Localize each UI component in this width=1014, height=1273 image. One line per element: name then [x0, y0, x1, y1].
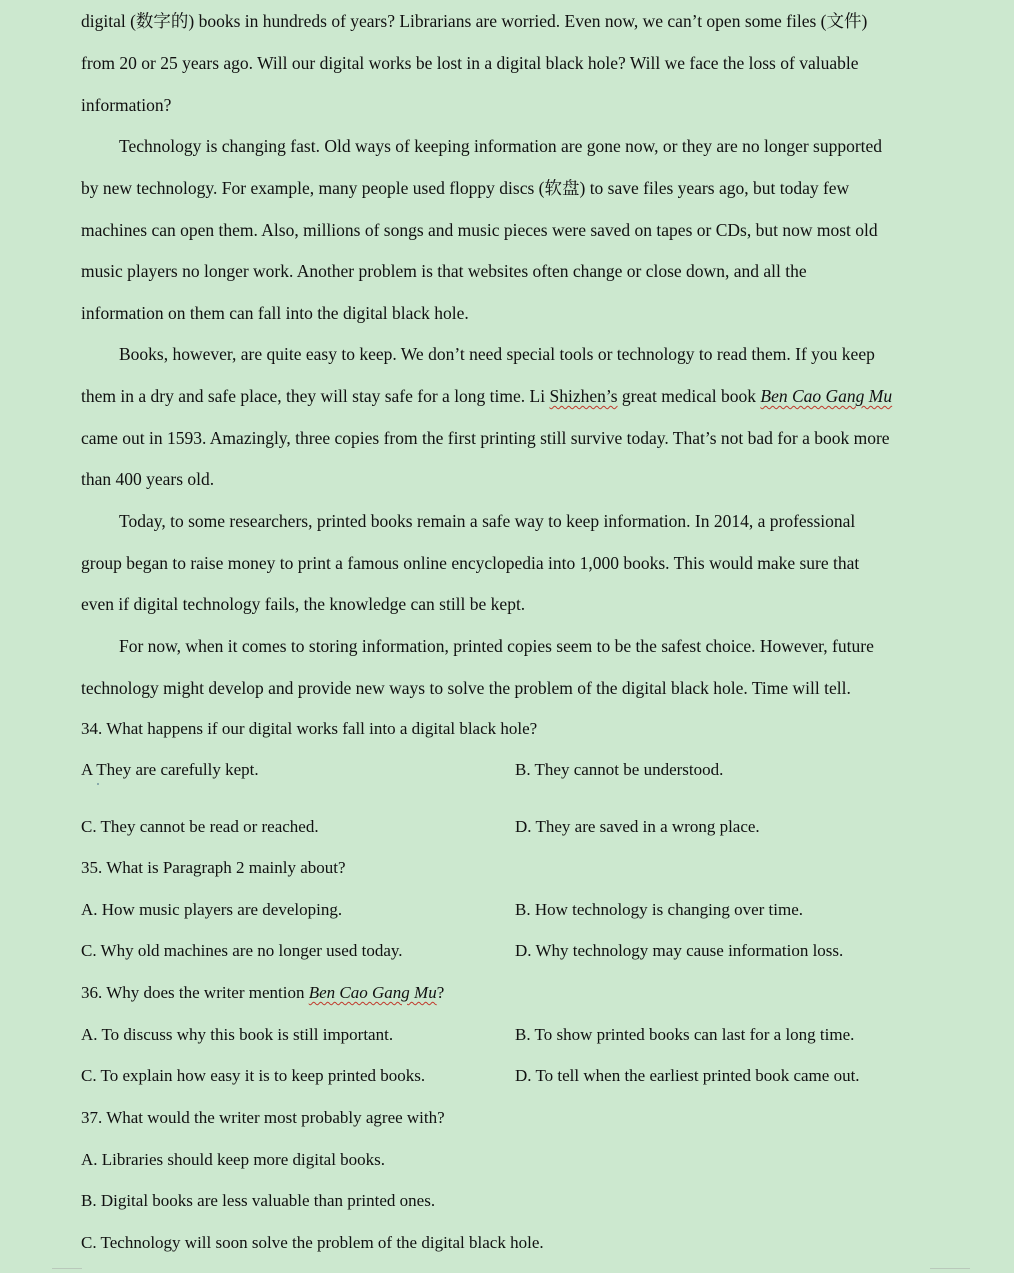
paragraph-2-line-2: by new technology. For example, many people used floppy discs (软盘) to save files years ago, but today few	[81, 178, 850, 198]
q36-stem-text: 36. Why does the writer mention	[81, 983, 309, 1002]
paragraph-3-line-2	[81, 385, 954, 407]
paragraph-1-line-3: information?	[81, 95, 172, 115]
paragraph-4-line-1: Today, to some researchers, printed books remain a safe way to keep information. In 2014, a professional	[119, 511, 856, 531]
question-36-option-a: A. To discuss why this book is still important.	[81, 1025, 394, 1044]
stray-mark	[97, 783, 99, 785]
question-35-option-b: B. How technology is changing over time.	[515, 900, 804, 919]
question-37-option-b: B. Digital books are less valuable than printed ones.	[81, 1191, 436, 1210]
question-35-stem: 35. What is Paragraph 2 mainly about?	[81, 858, 346, 877]
p3-text-c: great medical book	[617, 386, 761, 406]
paragraph-2-line-4: music players no longer work. Another problem is that websites often change or close down, and all the	[81, 261, 807, 281]
p3-name-shizhen: Shizhen’s	[549, 386, 618, 406]
footer-rule-left	[52, 1268, 82, 1269]
paragraph-1-line-1: digital (数字的) books in hundreds of years? Librarians are worried. Even now, we can’t open some files (文件)	[81, 11, 868, 31]
question-37-option-a: A. Libraries should keep more digital books.	[81, 1150, 386, 1169]
paragraph-3-line-3: came out in 1593. Amazingly, three copies from the first printing still survive today. That’s not bad for a book more	[81, 428, 890, 448]
question-35-option-a: A. How music players are developing.	[81, 900, 343, 919]
paragraph-3-line-1: Books, however, are quite easy to keep. We don’t need special tools or technology to read them. If you keep	[119, 344, 875, 364]
question-34-option-d: D. They are saved in a wrong place.	[515, 817, 760, 836]
question-36-stem	[81, 982, 954, 1004]
question-35-option-d: D. Why technology may cause information loss.	[515, 941, 844, 960]
q36-stem-qmark: ?	[436, 983, 445, 1002]
paragraph-5-line-2: technology might develop and provide new ways to solve the problem of the digital black hole. Time will tell.	[81, 678, 851, 698]
footer-rule-right	[930, 1268, 970, 1269]
question-37-option-c: C. Technology will soon solve the problem of the digital black hole.	[81, 1233, 544, 1252]
question-34-stem: 34. What happens if our digital works fall into a digital black hole?	[81, 719, 538, 738]
question-36-option-c: C. To explain how easy it is to keep printed books.	[81, 1066, 426, 1085]
paragraph-1-line-2: from 20 or 25 years ago. Will our digital works be lost in a digital black hole? Will we face the loss of valuable	[81, 53, 859, 73]
question-37-stem: 37. What would the writer most probably agree with?	[81, 1108, 445, 1127]
question-34-option-a: A They are carefully kept.	[81, 760, 259, 779]
q36-book-title: Ben Cao Gang Mu	[308, 983, 437, 1002]
paragraph-5-line-1: For now, when it comes to storing information, printed copies seem to be the safest choice. However, future	[119, 636, 874, 656]
question-36-option-d: D. To tell when the earliest printed book came out.	[515, 1066, 860, 1085]
paragraph-3-line-4: than 400 years old.	[81, 469, 215, 489]
paragraph-4-line-2: group began to raise money to print a famous online encyclopedia into 1,000 books. This would make sure that	[81, 553, 860, 573]
paragraph-2-line-3: machines can open them. Also, millions of songs and music pieces were saved on tapes or CDs, but now most old	[81, 220, 878, 240]
p3-book-title: Ben Cao Gang Mu	[760, 386, 893, 406]
p3-text-a: them in a dry and safe place, they will stay safe for a long time. Li	[81, 386, 550, 406]
question-35-option-c: C. Why old machines are no longer used today.	[81, 941, 403, 960]
paragraph-4-line-3: even if digital technology fails, the knowledge can still be kept.	[81, 594, 526, 614]
paragraph-2-line-1: Technology is changing fast. Old ways of keeping information are gone now, or they are no longer supported	[119, 136, 883, 156]
question-34-option-c: C. They cannot be read or reached.	[81, 817, 319, 836]
question-36-option-b: B. To show printed books can last for a long time.	[515, 1025, 855, 1044]
question-34-option-b: B. They cannot be understood.	[515, 760, 724, 779]
paragraph-2-line-5: information on them can fall into the digital black hole.	[81, 303, 469, 323]
